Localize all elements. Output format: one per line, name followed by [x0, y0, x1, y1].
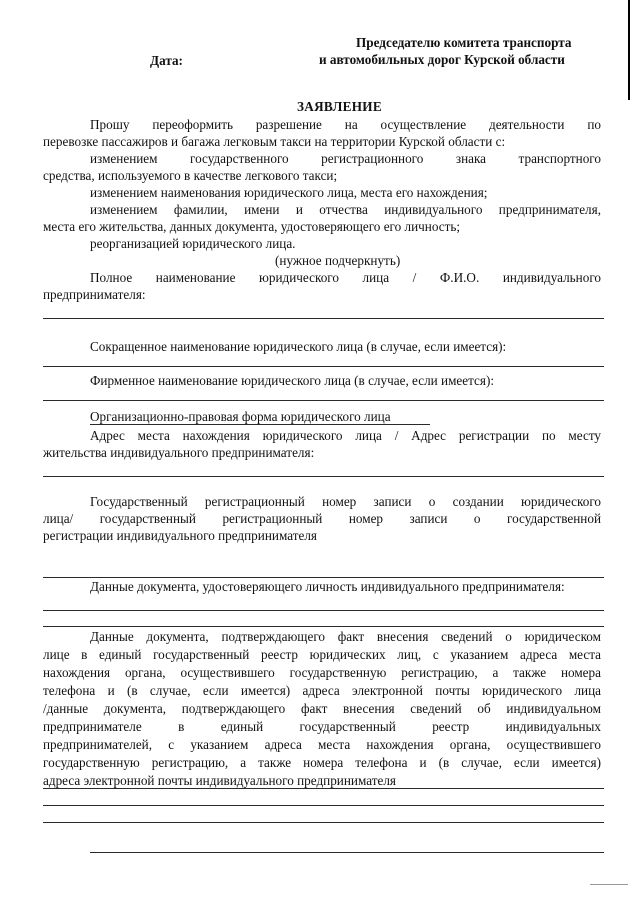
registry-doc-label-line-8: государственную регистрацию, а также номера телефона и (в случае, если имеется): [43, 755, 601, 770]
brand-name-input-line: [43, 400, 604, 401]
underline-note: (нужное подчеркнуть): [275, 253, 401, 268]
registry-doc-input-line-3: [43, 822, 604, 823]
full-name-label-line-1: Полное наименование юридического лица / Ф.И.О. индивидуального: [90, 270, 601, 285]
address-input-line: [43, 476, 604, 477]
address-label-line-1: Адрес места нахождения юридического лица / Адрес регистрации по месту: [90, 428, 601, 443]
registry-doc-input-line-4: [90, 852, 604, 853]
id-document-input-line-1: [43, 610, 604, 611]
option-entity-name-change: изменением наименования юридического лица, места его нахождения;: [90, 185, 488, 200]
full-name-input-line: [43, 318, 604, 319]
document-title: ЗАЯВЛЕНИЕ: [297, 99, 382, 114]
registry-doc-label-line-3: нахождения органа, осуществившего государственную регистрацию, а также номера: [43, 665, 601, 680]
registry-doc-input-line-1: [43, 788, 604, 789]
addressee-line-2: и автомобильных дорог Курской области: [319, 52, 565, 67]
short-name-input-line: [43, 366, 604, 367]
legal-form-underline: [90, 424, 430, 425]
scan-edge-mark: [628, 0, 630, 100]
option-entrepreneur-change-line-1: изменением фамилии, имени и отчества индивидуального предпринимателя,: [90, 202, 601, 217]
address-label-line-2: жительства индивидуального предпринимателя:: [43, 445, 315, 460]
registry-doc-input-line-2: [43, 805, 604, 806]
id-document-input-line-2: [43, 626, 604, 627]
reg-number-label-line-3: регистрации индивидуального предпринимателя: [43, 528, 317, 543]
id-document-label: Данные документа, удостоверяющего личность индивидуального предпринимателя:: [90, 579, 565, 594]
registry-doc-label-line-5: /данные документа, подтверждающего факт внесения сведений об индивидуальном: [43, 701, 601, 716]
date-label: Дата:: [150, 53, 183, 68]
option-plate-change-line-1: изменением государственного регистрационного знака транспортного: [90, 151, 601, 166]
addressee-line-1: Председателю комитета транспорта: [356, 35, 572, 50]
request-text-line-2: перевозке пассажиров и багажа легковым такси на территории Курской области с:: [43, 134, 506, 149]
brand-name-label: Фирменное наименование юридического лица (в случае, если имеется):: [90, 373, 495, 388]
short-name-label: Сокращенное наименование юридического лица (в случае, если имеется):: [90, 339, 507, 354]
reg-number-label-line-2: лица/ государственный регистрационный номер записи о государственной: [43, 511, 601, 526]
legal-form-label: Организационно-правовая форма юридического лица: [90, 409, 391, 424]
reg-number-label-line-1: Государственный регистрационный номер записи о создании юридического: [90, 494, 601, 509]
registry-doc-label-line-4: телефона и (в случае, если имеется) адреса электронной почты юридического лица: [43, 683, 601, 698]
full-name-label-line-2: предпринимателя:: [43, 287, 146, 302]
option-entrepreneur-change-line-2: места его жительства, данных документа, удостоверяющего его личность;: [43, 219, 461, 234]
registry-doc-label-line-6: предпринимателе в единый государственный реестр индивидуальных: [43, 719, 601, 734]
registry-doc-label-line-1: Данные документа, подтверждающего факт внесения сведений о юридическом: [90, 629, 601, 644]
request-text-line-1: Прошу переоформить разрешение на осуществление деятельности по: [90, 117, 601, 132]
registry-doc-label-line-9: адреса электронной почты индивидуального предпринимателя: [43, 773, 397, 788]
scan-corner-mark: [590, 884, 628, 885]
registry-doc-label-line-7: предпринимателей, с указанием адреса места нахождения органа, осуществившего: [43, 737, 601, 752]
option-plate-change-line-2: средства, используемого в качестве легкового такси;: [43, 168, 338, 183]
option-reorganization: реорганизацией юридического лица.: [90, 236, 296, 251]
registry-doc-label-line-2: лице в единый государственный реестр юридических лиц, с указанием адреса места: [43, 647, 601, 662]
